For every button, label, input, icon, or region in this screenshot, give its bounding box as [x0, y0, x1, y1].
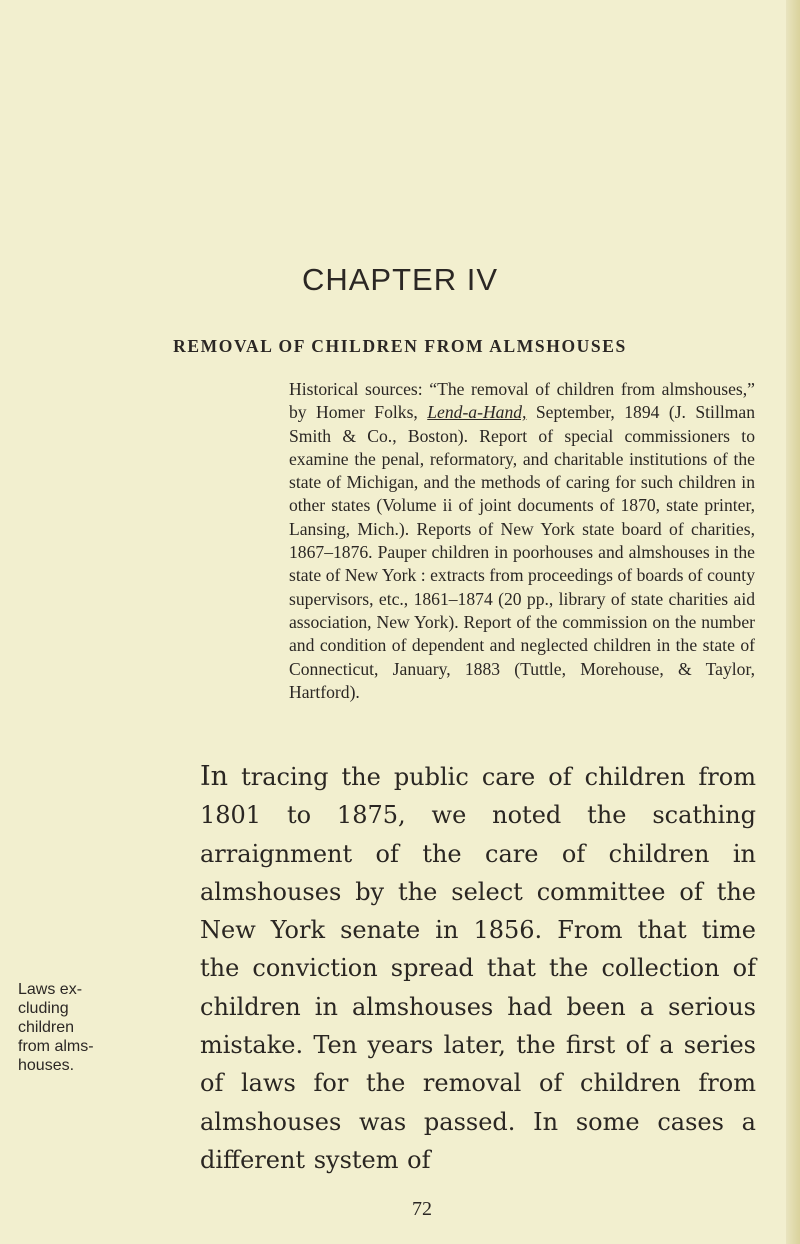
margin-note-line: cluding: [18, 1000, 69, 1017]
historical-sources: [289, 378, 755, 704]
body-text: tracing the public care of children from 1801 to 1875, we noted the scathing arraignment of the care of children in almshouses by the select committee of the New York senate in 1856. From that time the conviction spread that the collection of children in almshouses had been a serious mistake. Ten years later, the first of a series of laws for the removal of children from almshouses was passed. In some cases a different system of: [200, 763, 756, 1174]
margin-note: [18, 980, 100, 1075]
margin-note-line: from alms-: [18, 1038, 94, 1055]
chapter-heading: CHAPTER IV: [301, 262, 499, 297]
chapter-title: REMOVAL OF CHILDREN FROM ALMSHOUSES: [173, 336, 627, 356]
margin-note-line: Laws ex-: [18, 981, 83, 998]
sources-rest: September, 1894 (J. Stillman Smith & Co., Boston). Report of special commissioners to examine the penal, reformatory, and charitable institutions of the state of Michigan, and the methods of caring for such children in other states (Volume ii of joint documents of 1870, state printer, Lansing, Mich.). Reports of New York state board of charities, 1867–1876. Pauper children in poorhouses and almshouses in the state of New York : extracts from proceedings of boards of county supervisors, etc., 1861–1874 (20 pp., library of state charities aid association, New York). Report of the commission on the number and condition of dependent and neglected children in the state of Connecticut, January, 1883 (Tuttle, Morehouse, & Taylor, Hartford).: [289, 402, 756, 702]
margin-note-line: houses.: [18, 1057, 75, 1074]
page-edge: [786, 0, 800, 1244]
sources-italic-title: Lend-a-Hand,: [427, 402, 527, 423]
body-first-word: In: [200, 761, 229, 792]
body-paragraph: [200, 758, 756, 1179]
sources-intro: Historical sources: “The removal of children from almshouses,” by Homer Folks,: [289, 379, 755, 423]
page-number: 72: [412, 1198, 432, 1220]
margin-note-line: children: [18, 1019, 75, 1036]
